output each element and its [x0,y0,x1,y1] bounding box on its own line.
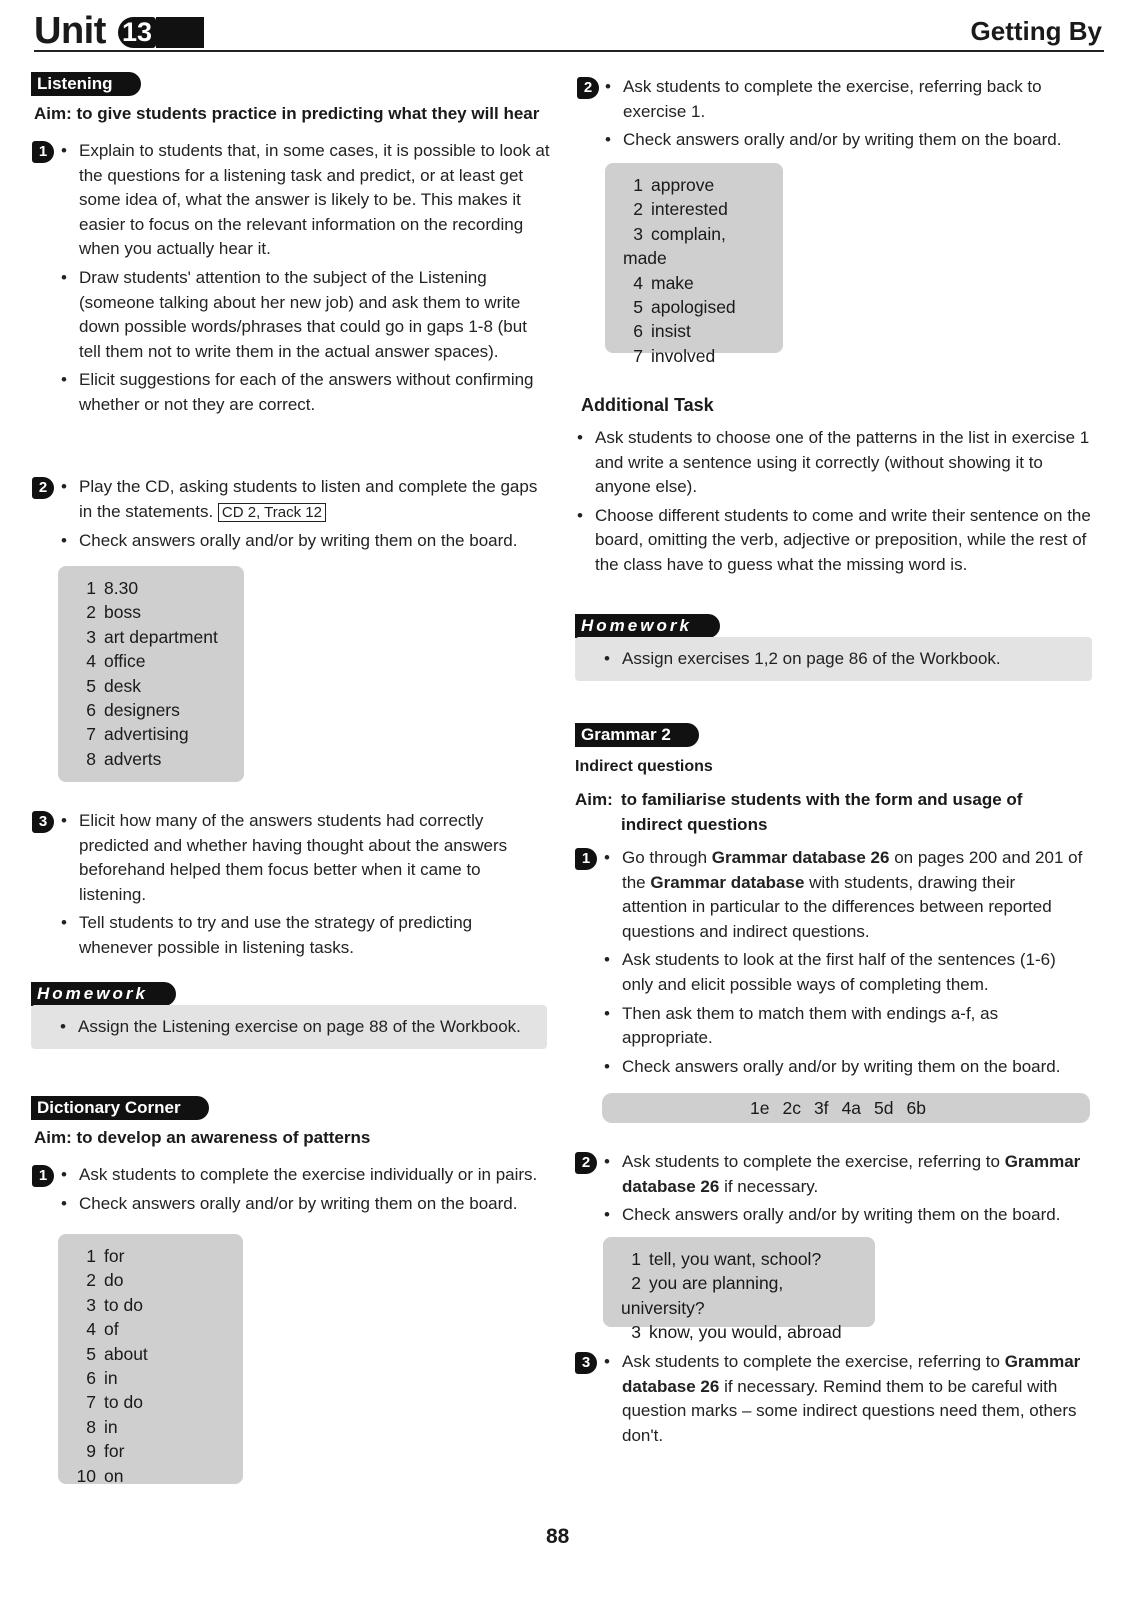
exercise-number: 3 [32,811,54,833]
answer-row [76,698,230,722]
homework-heading: Homework [575,614,720,638]
answer-number: 8 [86,1416,96,1437]
bullet-text: Ask students to complete the exercise, referring to [622,1152,1000,1171]
unit-number-tab [156,17,204,48]
list-item: • Elicit suggestions for each of the answers without confirming whether or not they are correct. [60,368,550,417]
answer-number: 3 [86,1294,96,1315]
exercise-number: 3 [575,1352,597,1374]
list-item: • Elicit how many of the answers students had correctly predicted and whether having thought about the answers beforehand helped them focus better when it came to listening. [60,809,550,907]
exercise-number: 1 [575,848,597,870]
answer-text: art department [104,626,218,647]
grammar-database-ref: Grammar database [650,872,805,892]
listening-heading: Listening [31,72,141,96]
answer-text: advertising [104,724,189,745]
list-item: • Ask students to complete the exercise individually or in pairs. [60,1163,550,1188]
list-item [603,846,1083,944]
grammar2-ex3-bullets [603,1350,1085,1452]
list-item: • Check answers orally and/or by writing them on the board. [604,128,1094,153]
dictionary-aim: Aim: to develop an awareness of patterns [34,1128,371,1147]
grammar-database-ref: Grammar database 26 [622,1152,1081,1196]
homework-box [31,1005,547,1049]
page-number: 88 [546,1525,570,1548]
answer-number: 4 [633,272,643,293]
answer-row [623,319,769,343]
bullet-text: Ask students to complete the exercise, referring to [622,1352,1000,1371]
dictionary-heading: Dictionary Corner [31,1096,209,1120]
aim-label: Aim: [575,790,613,809]
listening-ex1-bullets [60,139,550,422]
answer-row [76,1415,229,1439]
answer-row [623,344,769,368]
answer-number: 10 [76,1465,96,1486]
answer-text: designers [104,700,180,721]
answer-text: make [651,272,694,293]
answer-row [76,1268,229,1292]
exercise-number: 2 [577,77,599,99]
answer-text: apologised [651,297,736,318]
bullet-text: on pages 200 and 201 of the [622,848,1083,892]
list-item: • Tell students to try and use the strategy of predicting whenever possible in listening tasks. [60,911,550,960]
answer-text: you are planning, university? [621,1273,784,1318]
answer-text: about [104,1343,148,1364]
grammar2-ex1-bullets [603,846,1083,1083]
list-item [603,1350,1085,1448]
answer-text: interested [651,199,728,220]
answer-row [76,1342,229,1366]
answer-item: 4a [841,1098,862,1118]
page-header [34,8,1104,52]
answer-row [76,576,230,600]
answer-row [76,649,230,673]
additional-task-heading: Additional Task [581,395,714,415]
answer-row [76,747,230,771]
answer-row [76,1439,229,1463]
answer-number: 2 [86,602,96,623]
answer-text: on [104,1465,124,1486]
answer-text: adverts [104,748,162,769]
answer-number: 6 [86,1368,96,1389]
grammar-database-ref: Grammar database 26 [711,848,890,867]
homework-heading: Homework [31,982,176,1006]
answer-row [76,674,230,698]
answer-row [76,1390,229,1414]
answer-row [623,295,769,319]
answer-item: 5d [874,1098,894,1118]
answer-text: do [104,1270,124,1291]
answer-number: 6 [86,700,96,721]
answer-row [76,1366,229,1390]
homework-list [59,1015,539,1040]
exercise-number: 2 [575,1152,597,1174]
answer-number: 6 [633,321,643,342]
listening-aim: Aim: to give students practice in predicting what they will hear [34,104,540,123]
aim-text: to familiarise students with the form and usage of indirect questions [621,790,1023,834]
unit-number: 13 [118,17,156,48]
answer-row [76,1244,229,1268]
answer-number: 3 [633,223,643,244]
homework-list [603,647,1084,672]
answer-number: 1 [631,1249,641,1269]
answer-text: office [104,651,146,672]
list-item [60,475,555,525]
cd-track-label: CD 2, Track 12 [218,503,326,522]
answer-row [76,722,230,746]
dictionary-ex2-answers [605,163,783,366]
listening-ex3-bullets [60,809,550,965]
list-item: • Choose different students to come and write their sentence on the board, omitting the verb, adjective or preposition, while the rest of the class have to guess what the missing word is. [576,504,1091,578]
answer-row [623,197,769,221]
answer-row [76,600,230,624]
grammar2-aim [575,787,1055,837]
exercise-number: 2 [32,477,54,499]
list-item: • Draw students' attention to the subject of the Listening (someone talking about her new job) and ask them to write down possible words/phrases that could go in gaps 1-8 (but tell them not to write them in the actual answer spaces). [60,266,550,364]
grammar2-ex1-answers [602,1093,1090,1123]
answer-row [623,271,769,295]
answer-number: 5 [86,1343,96,1364]
list-item: • Check answers orally and/or by writing them on the board. [603,1055,1083,1080]
unit-label: Unit [34,10,106,52]
list-item: • Explain to students that, in some cases, it is possible to look at the questions for a listening task and predict, or at least get some idea of, what the answer is likely to be. This makes it easier to focus on the relevant information on the recording when you actually hear it. [60,139,550,262]
dictionary-ex2-bullets [604,75,1094,157]
answer-text: for [104,1441,125,1462]
answer-item: 2c [782,1098,801,1118]
answer-number: 3 [631,1322,641,1343]
list-item: • Then ask them to match them with endings a-f, as appropriate. [603,1002,1083,1051]
grammar-database-ref: Grammar database 26 [622,1352,1081,1396]
answer-number: 7 [633,345,643,366]
answer-number: 7 [86,1392,96,1413]
bullet-text: Go through [622,848,708,867]
answer-item: 1e [750,1098,770,1118]
bullet-text: with students, drawing their attention in particular to the differences between reported questions and indirect questions. [622,872,1052,941]
bullet-text: Play the CD, asking students to listen and complete the gaps in the statements. [79,477,538,521]
section-title: Getting By [970,16,1102,46]
answer-text: in [104,1368,118,1389]
answer-number: 3 [86,626,96,647]
answer-row [76,1317,229,1341]
list-item: • Ask students to complete the exercise, referring back to exercise 1. [604,75,1094,124]
answer-row [76,625,230,649]
answer-text: desk [104,675,141,696]
answer-text: of [104,1319,119,1340]
answer-row [621,1320,861,1344]
answer-text: insist [651,321,691,342]
answer-number: 1 [633,175,643,195]
additional-task-bullets [576,426,1091,582]
list-item: • Check answers orally and/or by writing them on the board. [60,1192,550,1217]
list-item: • Assign exercises 1,2 on page 86 of the Workbook. [603,647,1084,672]
bullet-text: if necessary. Remind them to be careful with question marks – some indirect questions need them, others don't. [622,1376,1077,1445]
grammar2-ex2-bullets [603,1150,1083,1232]
exercise-number: 1 [32,1165,54,1187]
answer-text: approve [651,175,715,195]
dictionary-ex1-answers [58,1234,243,1484]
answer-row [623,222,769,271]
answer-number: 1 [86,1246,96,1266]
answer-row [621,1271,861,1320]
answer-number: 5 [86,675,96,696]
answer-item: 3f [813,1098,829,1118]
answer-row [623,173,769,197]
answer-number: 2 [86,1270,96,1291]
answer-number: 2 [633,199,643,220]
answer-number: 8 [86,748,96,769]
answer-row [621,1247,861,1271]
answer-text: in [104,1416,118,1437]
answer-number: 4 [86,651,96,672]
list-item: • Check answers orally and/or by writing them on the board. [603,1203,1083,1228]
list-item: • Ask students to choose one of the patterns in the list in exercise 1 and write a sentence using it correctly (without showing it to anyone else). [576,426,1091,500]
grammar2-subheading: Indirect questions [575,758,713,775]
answer-text: tell, you want, school? [649,1249,822,1269]
answer-text: for [104,1246,125,1266]
answer-text: to do [104,1392,143,1413]
exercise-number: 1 [32,141,54,163]
list-item [603,1150,1083,1199]
answer-text: to do [104,1294,143,1315]
answer-text: 8.30 [104,578,139,598]
grammar2-heading: Grammar 2 [575,723,699,747]
answer-number: 5 [633,297,643,318]
bullet-text: if necessary. [724,1176,819,1196]
answer-text: complain, made [623,223,726,269]
answer-text: boss [104,602,141,623]
answer-number: 1 [86,578,96,598]
dictionary-ex1-bullets [60,1163,550,1220]
answer-number: 7 [86,724,96,745]
answer-row [76,1293,229,1317]
list-item: • Assign the Listening exercise on page 88 of the Workbook. [59,1015,539,1040]
grammar2-ex2-answers [603,1237,875,1343]
answer-text: involved [651,345,716,366]
list-item: • Check answers orally and/or by writing them on the board. [60,529,555,554]
answer-number: 4 [86,1319,96,1340]
answer-number: 9 [86,1441,96,1462]
listening-ex2-bullets [60,475,555,558]
list-item: • Ask students to look at the first half of the sentences (1-6) only and elicit possible ways of completing them. [603,948,1083,997]
answer-row [76,1464,229,1488]
homework-box [575,637,1092,681]
answer-number: 2 [631,1273,641,1294]
answer-text: know, you would, abroad [649,1322,842,1343]
listening-answers [58,566,244,782]
answer-item: 6b [906,1098,926,1118]
